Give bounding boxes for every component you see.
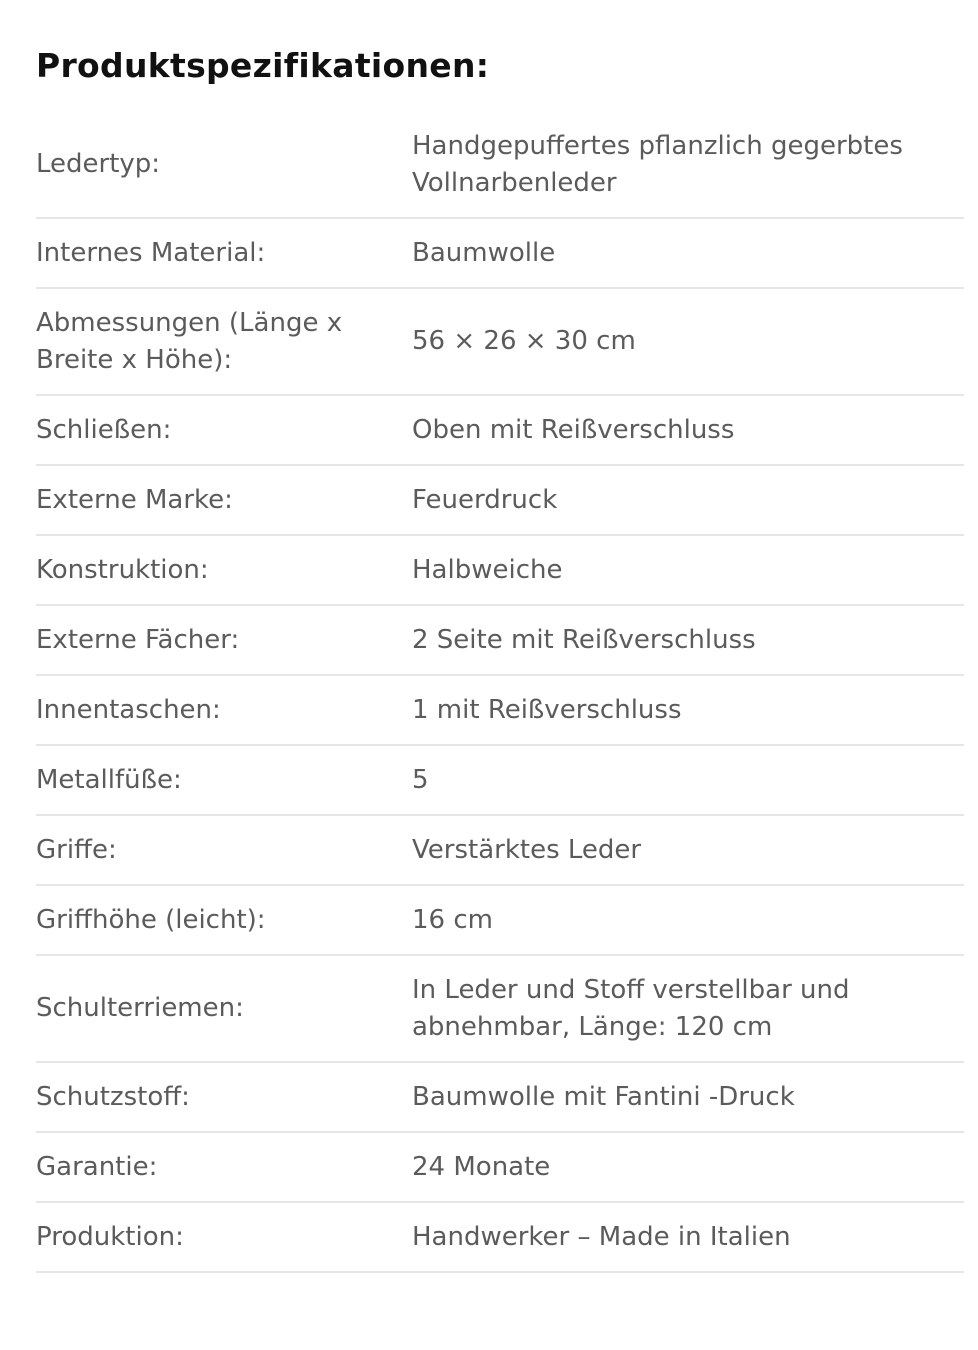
spec-row-abmessungen (36, 289, 964, 396)
spec-row-innentaschen (36, 676, 964, 746)
spec-value: Verstärktes Leder (412, 834, 642, 865)
spec-label: Metallfüße: (36, 764, 182, 795)
spec-label: Schutzstoff: (36, 1081, 190, 1112)
spec-label: Schulterriemen: (36, 993, 244, 1023)
spec-value: Handwerker – Made in Italien (412, 1221, 791, 1252)
spec-value: 5 (412, 764, 429, 795)
page-title: Produktspezifikationen: (36, 46, 490, 85)
spec-label: Griffe: (36, 834, 117, 865)
spec-label: Griffhöhe (leicht): (36, 904, 266, 935)
spec-row-externe-faecher (36, 606, 964, 676)
spec-value: 2 Seite mit Reißverschluss (412, 624, 756, 655)
spec-value: 16 cm (412, 904, 493, 935)
spec-row-metallfuesse (36, 746, 964, 816)
spec-row-griffe (36, 816, 964, 886)
spec-label: Innentaschen: (36, 694, 221, 725)
spec-row-ledertyp (36, 112, 964, 219)
spec-label: Konstruktion: (36, 554, 209, 585)
spec-value: Handgepuffertes pflanzlich gegerbtes Vollnarbenleder (412, 130, 903, 198)
spec-value: 56 × 26 × 30 cm (412, 326, 636, 356)
spec-row-griffhoehe (36, 886, 964, 956)
spec-row-schliessen (36, 396, 964, 466)
spec-table (36, 112, 964, 1273)
spec-row-konstruktion (36, 536, 964, 606)
spec-row-schulterriemen (36, 956, 964, 1063)
spec-value: Oben mit Reißverschluss (412, 414, 735, 445)
spec-row-schutzstoff (36, 1063, 964, 1133)
spec-value: 24 Monate (412, 1151, 551, 1182)
spec-row-externe-marke (36, 466, 964, 536)
spec-value: Feuerdruck (412, 484, 558, 515)
spec-label: Externe Marke: (36, 484, 233, 515)
spec-label: Externe Fächer: (36, 624, 240, 655)
spec-label: Garantie: (36, 1151, 158, 1182)
spec-row-produktion (36, 1203, 964, 1273)
spec-label: Abmessungen (Länge x Breite x Höhe): (36, 307, 343, 375)
spec-row-garantie (36, 1133, 964, 1203)
spec-label: Produktion: (36, 1221, 184, 1252)
spec-value: Halbweiche (412, 554, 563, 585)
spec-value: In Leder und Stoff verstellbar und abnehmbar, Länge: 120 cm (412, 974, 850, 1042)
spec-value: 1 mit Reißverschluss (412, 694, 682, 725)
spec-label: Schließen: (36, 414, 172, 445)
spec-label: Ledertyp: (36, 149, 161, 179)
spec-row-internes-material (36, 219, 964, 289)
spec-value: Baumwolle mit Fantini -Druck (412, 1081, 795, 1112)
spec-value: Baumwolle (412, 237, 556, 268)
spec-label: Internes Material: (36, 237, 266, 268)
